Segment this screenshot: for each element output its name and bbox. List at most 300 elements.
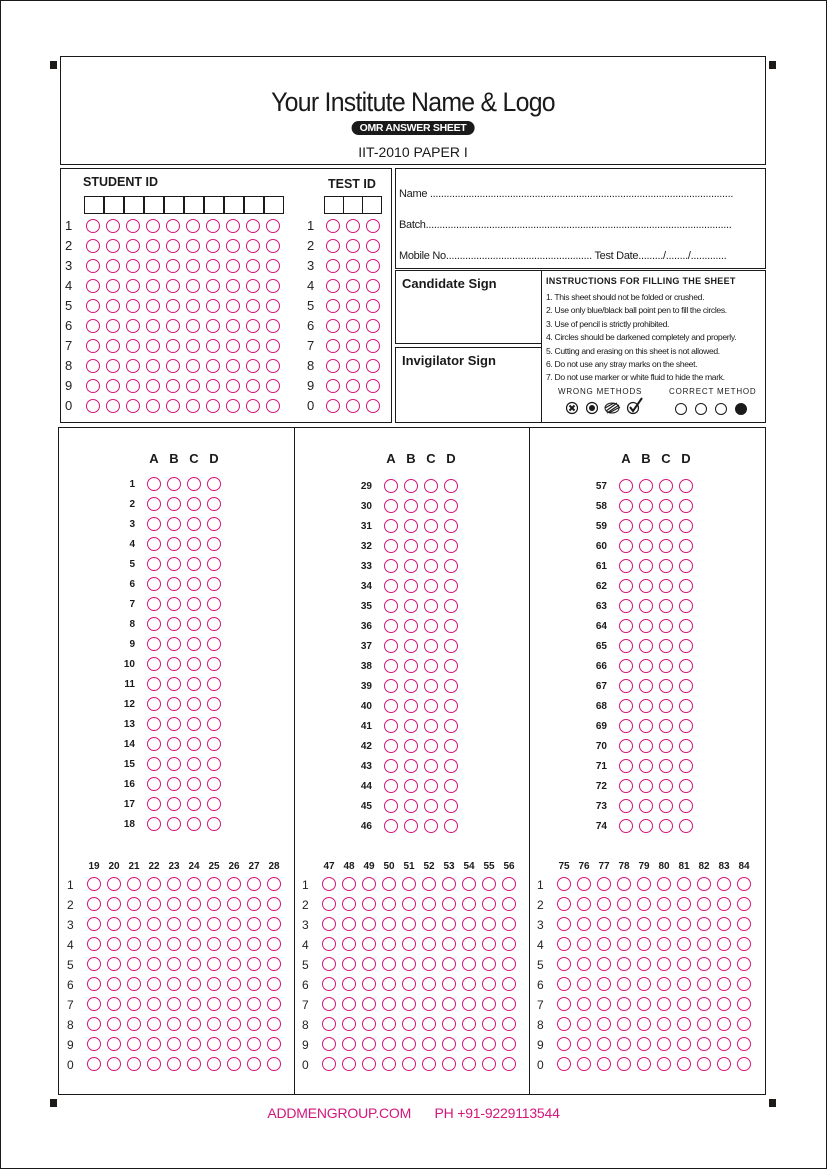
answer-bubble[interactable]	[147, 537, 161, 551]
grid-bubble[interactable]	[247, 917, 261, 931]
grid-bubble[interactable]	[147, 977, 161, 991]
student-id-bubble[interactable]	[126, 239, 140, 253]
answer-bubble[interactable]	[619, 499, 633, 513]
grid-bubble[interactable]	[422, 1057, 436, 1071]
answer-bubble[interactable]	[384, 679, 398, 693]
answer-bubble[interactable]	[147, 637, 161, 651]
student-id-bubble[interactable]	[166, 359, 180, 373]
grid-bubble[interactable]	[167, 1017, 181, 1031]
grid-bubble[interactable]	[147, 937, 161, 951]
grid-bubble[interactable]	[482, 977, 496, 991]
grid-bubble[interactable]	[482, 917, 496, 931]
grid-bubble[interactable]	[597, 897, 611, 911]
answer-bubble[interactable]	[659, 719, 673, 733]
grid-bubble[interactable]	[442, 1037, 456, 1051]
answer-bubble[interactable]	[444, 519, 458, 533]
answer-bubble[interactable]	[404, 739, 418, 753]
grid-bubble[interactable]	[597, 1037, 611, 1051]
grid-bubble[interactable]	[362, 997, 376, 1011]
grid-bubble[interactable]	[557, 877, 571, 891]
answer-bubble[interactable]	[639, 479, 653, 493]
answer-bubble[interactable]	[207, 557, 221, 571]
grid-bubble[interactable]	[462, 957, 476, 971]
answer-bubble[interactable]	[187, 597, 201, 611]
grid-bubble[interactable]	[617, 1037, 631, 1051]
grid-bubble[interactable]	[717, 937, 731, 951]
grid-bubble[interactable]	[402, 957, 416, 971]
answer-bubble[interactable]	[147, 777, 161, 791]
answer-bubble[interactable]	[404, 659, 418, 673]
grid-bubble[interactable]	[402, 897, 416, 911]
grid-bubble[interactable]	[677, 897, 691, 911]
test-id-bubble[interactable]	[326, 319, 340, 333]
answer-bubble[interactable]	[404, 559, 418, 573]
answer-bubble[interactable]	[424, 699, 438, 713]
grid-bubble[interactable]	[677, 877, 691, 891]
answer-bubble[interactable]	[619, 599, 633, 613]
grid-bubble[interactable]	[382, 1017, 396, 1031]
grid-bubble[interactable]	[127, 937, 141, 951]
grid-bubble[interactable]	[577, 1017, 591, 1031]
student-id-bubble[interactable]	[126, 359, 140, 373]
student-id-bubble[interactable]	[226, 379, 240, 393]
answer-bubble[interactable]	[639, 679, 653, 693]
student-id-bubble[interactable]	[206, 319, 220, 333]
grid-bubble[interactable]	[382, 937, 396, 951]
grid-bubble[interactable]	[402, 917, 416, 931]
answer-bubble[interactable]	[679, 479, 693, 493]
grid-bubble[interactable]	[557, 937, 571, 951]
answer-bubble[interactable]	[167, 537, 181, 551]
student-id-bubble[interactable]	[246, 219, 260, 233]
grid-bubble[interactable]	[342, 997, 356, 1011]
candidate-sign-box[interactable]	[395, 270, 542, 344]
answer-bubble[interactable]	[207, 517, 221, 531]
grid-bubble[interactable]	[382, 977, 396, 991]
grid-bubble[interactable]	[267, 937, 281, 951]
answer-bubble[interactable]	[187, 737, 201, 751]
student-id-bubble[interactable]	[106, 319, 120, 333]
answer-bubble[interactable]	[639, 799, 653, 813]
grid-bubble[interactable]	[382, 897, 396, 911]
answer-bubble[interactable]	[167, 597, 181, 611]
answer-bubble[interactable]	[404, 499, 418, 513]
answer-bubble[interactable]	[444, 479, 458, 493]
grid-bubble[interactable]	[107, 957, 121, 971]
grid-bubble[interactable]	[227, 917, 241, 931]
grid-bubble[interactable]	[597, 957, 611, 971]
grid-bubble[interactable]	[362, 877, 376, 891]
grid-bubble[interactable]	[382, 917, 396, 931]
student-id-bubble[interactable]	[226, 339, 240, 353]
answer-bubble[interactable]	[167, 577, 181, 591]
student-id-bubble[interactable]	[126, 339, 140, 353]
grid-bubble[interactable]	[382, 997, 396, 1011]
grid-bubble[interactable]	[617, 897, 631, 911]
student-id-bubble[interactable]	[266, 379, 280, 393]
grid-bubble[interactable]	[267, 1017, 281, 1031]
grid-bubble[interactable]	[442, 1017, 456, 1031]
answer-bubble[interactable]	[167, 677, 181, 691]
student-id-bubble[interactable]	[186, 259, 200, 273]
answer-bubble[interactable]	[619, 699, 633, 713]
grid-bubble[interactable]	[737, 937, 751, 951]
answer-bubble[interactable]	[147, 477, 161, 491]
grid-bubble[interactable]	[402, 1057, 416, 1071]
grid-bubble[interactable]	[657, 937, 671, 951]
answer-bubble[interactable]	[679, 799, 693, 813]
grid-bubble[interactable]	[342, 877, 356, 891]
student-id-bubble[interactable]	[166, 399, 180, 413]
grid-bubble[interactable]	[187, 957, 201, 971]
answer-bubble[interactable]	[679, 519, 693, 533]
student-id-bubble[interactable]	[186, 279, 200, 293]
answer-bubble[interactable]	[187, 557, 201, 571]
grid-bubble[interactable]	[87, 937, 101, 951]
answer-bubble[interactable]	[187, 617, 201, 631]
grid-bubble[interactable]	[502, 997, 516, 1011]
grid-bubble[interactable]	[342, 937, 356, 951]
answer-bubble[interactable]	[404, 759, 418, 773]
answer-bubble[interactable]	[639, 659, 653, 673]
grid-bubble[interactable]	[697, 977, 711, 991]
grid-bubble[interactable]	[342, 977, 356, 991]
grid-bubble[interactable]	[422, 1017, 436, 1031]
grid-bubble[interactable]	[342, 957, 356, 971]
name-field[interactable]: Name ..............................................................................................................	[399, 188, 734, 200]
student-id-bubble[interactable]	[246, 319, 260, 333]
student-id-digit-cell[interactable]	[104, 196, 124, 214]
grid-bubble[interactable]	[697, 1017, 711, 1031]
test-id-bubble[interactable]	[366, 359, 380, 373]
grid-bubble[interactable]	[482, 897, 496, 911]
answer-bubble[interactable]	[147, 577, 161, 591]
grid-bubble[interactable]	[362, 917, 376, 931]
grid-bubble[interactable]	[362, 957, 376, 971]
answer-bubble[interactable]	[659, 579, 673, 593]
test-id-bubble[interactable]	[366, 339, 380, 353]
grid-bubble[interactable]	[322, 1057, 336, 1071]
grid-bubble[interactable]	[717, 997, 731, 1011]
grid-bubble[interactable]	[617, 877, 631, 891]
grid-bubble[interactable]	[207, 917, 221, 931]
grid-bubble[interactable]	[227, 977, 241, 991]
answer-bubble[interactable]	[444, 679, 458, 693]
grid-bubble[interactable]	[737, 897, 751, 911]
answer-bubble[interactable]	[619, 479, 633, 493]
answer-bubble[interactable]	[404, 699, 418, 713]
grid-bubble[interactable]	[227, 877, 241, 891]
student-id-bubble[interactable]	[246, 359, 260, 373]
grid-bubble[interactable]	[577, 957, 591, 971]
test-id-bubble[interactable]	[326, 379, 340, 393]
grid-bubble[interactable]	[597, 977, 611, 991]
student-id-bubble[interactable]	[86, 319, 100, 333]
test-id-bubble[interactable]	[326, 299, 340, 313]
grid-bubble[interactable]	[402, 977, 416, 991]
answer-bubble[interactable]	[424, 739, 438, 753]
answer-bubble[interactable]	[659, 739, 673, 753]
answer-bubble[interactable]	[207, 817, 221, 831]
grid-bubble[interactable]	[597, 937, 611, 951]
grid-bubble[interactable]	[462, 1037, 476, 1051]
answer-bubble[interactable]	[619, 519, 633, 533]
answer-bubble[interactable]	[619, 619, 633, 633]
answer-bubble[interactable]	[207, 637, 221, 651]
answer-bubble[interactable]	[147, 657, 161, 671]
grid-bubble[interactable]	[422, 997, 436, 1011]
grid-bubble[interactable]	[167, 937, 181, 951]
grid-bubble[interactable]	[577, 1057, 591, 1071]
grid-bubble[interactable]	[482, 997, 496, 1011]
answer-bubble[interactable]	[619, 659, 633, 673]
student-id-bubble[interactable]	[126, 279, 140, 293]
student-id-bubble[interactable]	[206, 359, 220, 373]
grid-bubble[interactable]	[147, 917, 161, 931]
answer-bubble[interactable]	[167, 737, 181, 751]
grid-bubble[interactable]	[267, 997, 281, 1011]
student-id-bubble[interactable]	[246, 259, 260, 273]
student-id-bubble[interactable]	[126, 399, 140, 413]
student-id-digit-cell[interactable]	[244, 196, 264, 214]
grid-bubble[interactable]	[267, 897, 281, 911]
grid-bubble[interactable]	[557, 1037, 571, 1051]
student-id-digit-cell[interactable]	[224, 196, 244, 214]
grid-bubble[interactable]	[247, 1037, 261, 1051]
answer-bubble[interactable]	[619, 539, 633, 553]
grid-bubble[interactable]	[617, 997, 631, 1011]
grid-bubble[interactable]	[267, 977, 281, 991]
answer-bubble[interactable]	[147, 597, 161, 611]
answer-bubble[interactable]	[639, 599, 653, 613]
student-id-bubble[interactable]	[106, 219, 120, 233]
grid-bubble[interactable]	[87, 997, 101, 1011]
test-id-bubble[interactable]	[366, 319, 380, 333]
grid-bubble[interactable]	[442, 937, 456, 951]
answer-bubble[interactable]	[147, 517, 161, 531]
grid-bubble[interactable]	[557, 917, 571, 931]
grid-bubble[interactable]	[382, 957, 396, 971]
answer-bubble[interactable]	[147, 757, 161, 771]
grid-bubble[interactable]	[557, 1017, 571, 1031]
student-id-bubble[interactable]	[146, 379, 160, 393]
grid-bubble[interactable]	[267, 1037, 281, 1051]
grid-bubble[interactable]	[577, 897, 591, 911]
grid-bubble[interactable]	[127, 1057, 141, 1071]
test-id-bubble[interactable]	[326, 279, 340, 293]
answer-bubble[interactable]	[147, 617, 161, 631]
grid-bubble[interactable]	[107, 877, 121, 891]
student-id-bubble[interactable]	[206, 219, 220, 233]
grid-bubble[interactable]	[227, 1017, 241, 1031]
student-id-bubble[interactable]	[86, 259, 100, 273]
grid-bubble[interactable]	[342, 897, 356, 911]
student-id-bubble[interactable]	[86, 379, 100, 393]
answer-bubble[interactable]	[619, 579, 633, 593]
answer-bubble[interactable]	[679, 599, 693, 613]
student-id-bubble[interactable]	[146, 239, 160, 253]
grid-bubble[interactable]	[87, 897, 101, 911]
answer-bubble[interactable]	[404, 599, 418, 613]
grid-bubble[interactable]	[147, 1037, 161, 1051]
grid-bubble[interactable]	[677, 957, 691, 971]
grid-bubble[interactable]	[597, 917, 611, 931]
answer-bubble[interactable]	[207, 577, 221, 591]
answer-bubble[interactable]	[619, 559, 633, 573]
batch-field[interactable]: Batch...............................................................................................................	[399, 219, 732, 231]
grid-bubble[interactable]	[127, 877, 141, 891]
student-id-bubble[interactable]	[226, 299, 240, 313]
grid-bubble[interactable]	[482, 1037, 496, 1051]
answer-bubble[interactable]	[384, 499, 398, 513]
grid-bubble[interactable]	[362, 897, 376, 911]
answer-bubble[interactable]	[167, 557, 181, 571]
grid-bubble[interactable]	[697, 897, 711, 911]
grid-bubble[interactable]	[127, 917, 141, 931]
grid-bubble[interactable]	[107, 1017, 121, 1031]
grid-bubble[interactable]	[187, 937, 201, 951]
answer-bubble[interactable]	[147, 557, 161, 571]
student-id-bubble[interactable]	[126, 219, 140, 233]
grid-bubble[interactable]	[402, 997, 416, 1011]
answer-bubble[interactable]	[424, 579, 438, 593]
grid-bubble[interactable]	[442, 897, 456, 911]
student-id-bubble[interactable]	[146, 359, 160, 373]
answer-bubble[interactable]	[659, 559, 673, 573]
grid-bubble[interactable]	[187, 897, 201, 911]
grid-bubble[interactable]	[557, 957, 571, 971]
student-id-bubble[interactable]	[106, 359, 120, 373]
student-id-bubble[interactable]	[166, 239, 180, 253]
grid-bubble[interactable]	[187, 1057, 201, 1071]
answer-bubble[interactable]	[147, 817, 161, 831]
grid-bubble[interactable]	[342, 1057, 356, 1071]
grid-bubble[interactable]	[462, 1057, 476, 1071]
student-id-bubble[interactable]	[206, 339, 220, 353]
answer-bubble[interactable]	[167, 617, 181, 631]
grid-bubble[interactable]	[617, 957, 631, 971]
answer-bubble[interactable]	[187, 717, 201, 731]
grid-bubble[interactable]	[87, 1037, 101, 1051]
student-id-bubble[interactable]	[166, 379, 180, 393]
answer-bubble[interactable]	[207, 597, 221, 611]
answer-bubble[interactable]	[639, 719, 653, 733]
grid-bubble[interactable]	[677, 937, 691, 951]
grid-bubble[interactable]	[422, 977, 436, 991]
student-id-bubble[interactable]	[86, 299, 100, 313]
student-id-bubble[interactable]	[266, 339, 280, 353]
grid-bubble[interactable]	[207, 957, 221, 971]
test-id-bubble[interactable]	[366, 239, 380, 253]
grid-bubble[interactable]	[187, 1017, 201, 1031]
answer-bubble[interactable]	[404, 799, 418, 813]
grid-bubble[interactable]	[657, 1037, 671, 1051]
student-id-bubble[interactable]	[146, 279, 160, 293]
grid-bubble[interactable]	[717, 1037, 731, 1051]
grid-bubble[interactable]	[577, 1037, 591, 1051]
student-id-bubble[interactable]	[106, 239, 120, 253]
student-id-bubble[interactable]	[146, 219, 160, 233]
test-id-bubble[interactable]	[366, 299, 380, 313]
student-id-bubble[interactable]	[206, 279, 220, 293]
answer-bubble[interactable]	[424, 679, 438, 693]
answer-bubble[interactable]	[444, 559, 458, 573]
answer-bubble[interactable]	[639, 759, 653, 773]
answer-bubble[interactable]	[639, 739, 653, 753]
grid-bubble[interactable]	[147, 997, 161, 1011]
grid-bubble[interactable]	[717, 957, 731, 971]
answer-bubble[interactable]	[444, 499, 458, 513]
answer-bubble[interactable]	[444, 779, 458, 793]
grid-bubble[interactable]	[502, 1057, 516, 1071]
grid-bubble[interactable]	[322, 937, 336, 951]
grid-bubble[interactable]	[382, 1057, 396, 1071]
test-id-bubble[interactable]	[366, 279, 380, 293]
answer-bubble[interactable]	[384, 759, 398, 773]
answer-bubble[interactable]	[404, 679, 418, 693]
grid-bubble[interactable]	[717, 1057, 731, 1071]
answer-bubble[interactable]	[187, 577, 201, 591]
student-id-bubble[interactable]	[206, 379, 220, 393]
test-id-bubble[interactable]	[326, 359, 340, 373]
answer-bubble[interactable]	[207, 697, 221, 711]
answer-bubble[interactable]	[659, 619, 673, 633]
answer-bubble[interactable]	[424, 519, 438, 533]
grid-bubble[interactable]	[147, 957, 161, 971]
grid-bubble[interactable]	[617, 937, 631, 951]
grid-bubble[interactable]	[502, 1017, 516, 1031]
student-id-bubble[interactable]	[226, 359, 240, 373]
answer-bubble[interactable]	[424, 499, 438, 513]
student-id-bubble[interactable]	[86, 279, 100, 293]
answer-bubble[interactable]	[679, 619, 693, 633]
test-id-bubble[interactable]	[346, 219, 360, 233]
grid-bubble[interactable]	[502, 977, 516, 991]
grid-bubble[interactable]	[422, 877, 436, 891]
test-id-digit-cell[interactable]	[343, 196, 363, 214]
test-id-bubble[interactable]	[346, 279, 360, 293]
grid-bubble[interactable]	[247, 897, 261, 911]
grid-bubble[interactable]	[737, 957, 751, 971]
student-id-digit-cell[interactable]	[144, 196, 164, 214]
test-id-bubble[interactable]	[346, 259, 360, 273]
answer-bubble[interactable]	[167, 777, 181, 791]
grid-bubble[interactable]	[362, 1057, 376, 1071]
grid-bubble[interactable]	[107, 1057, 121, 1071]
answer-bubble[interactable]	[404, 719, 418, 733]
grid-bubble[interactable]	[147, 1017, 161, 1031]
student-id-bubble[interactable]	[106, 299, 120, 313]
answer-bubble[interactable]	[404, 579, 418, 593]
grid-bubble[interactable]	[187, 917, 201, 931]
test-id-bubble[interactable]	[346, 239, 360, 253]
grid-bubble[interactable]	[637, 917, 651, 931]
student-id-digit-cell[interactable]	[264, 196, 284, 214]
grid-bubble[interactable]	[87, 1017, 101, 1031]
answer-bubble[interactable]	[424, 559, 438, 573]
grid-bubble[interactable]	[462, 877, 476, 891]
answer-bubble[interactable]	[639, 559, 653, 573]
student-id-bubble[interactable]	[246, 239, 260, 253]
grid-bubble[interactable]	[637, 1037, 651, 1051]
grid-bubble[interactable]	[207, 937, 221, 951]
student-id-bubble[interactable]	[126, 259, 140, 273]
answer-bubble[interactable]	[167, 477, 181, 491]
grid-bubble[interactable]	[637, 937, 651, 951]
student-id-bubble[interactable]	[266, 319, 280, 333]
student-id-bubble[interactable]	[106, 259, 120, 273]
grid-bubble[interactable]	[737, 1017, 751, 1031]
